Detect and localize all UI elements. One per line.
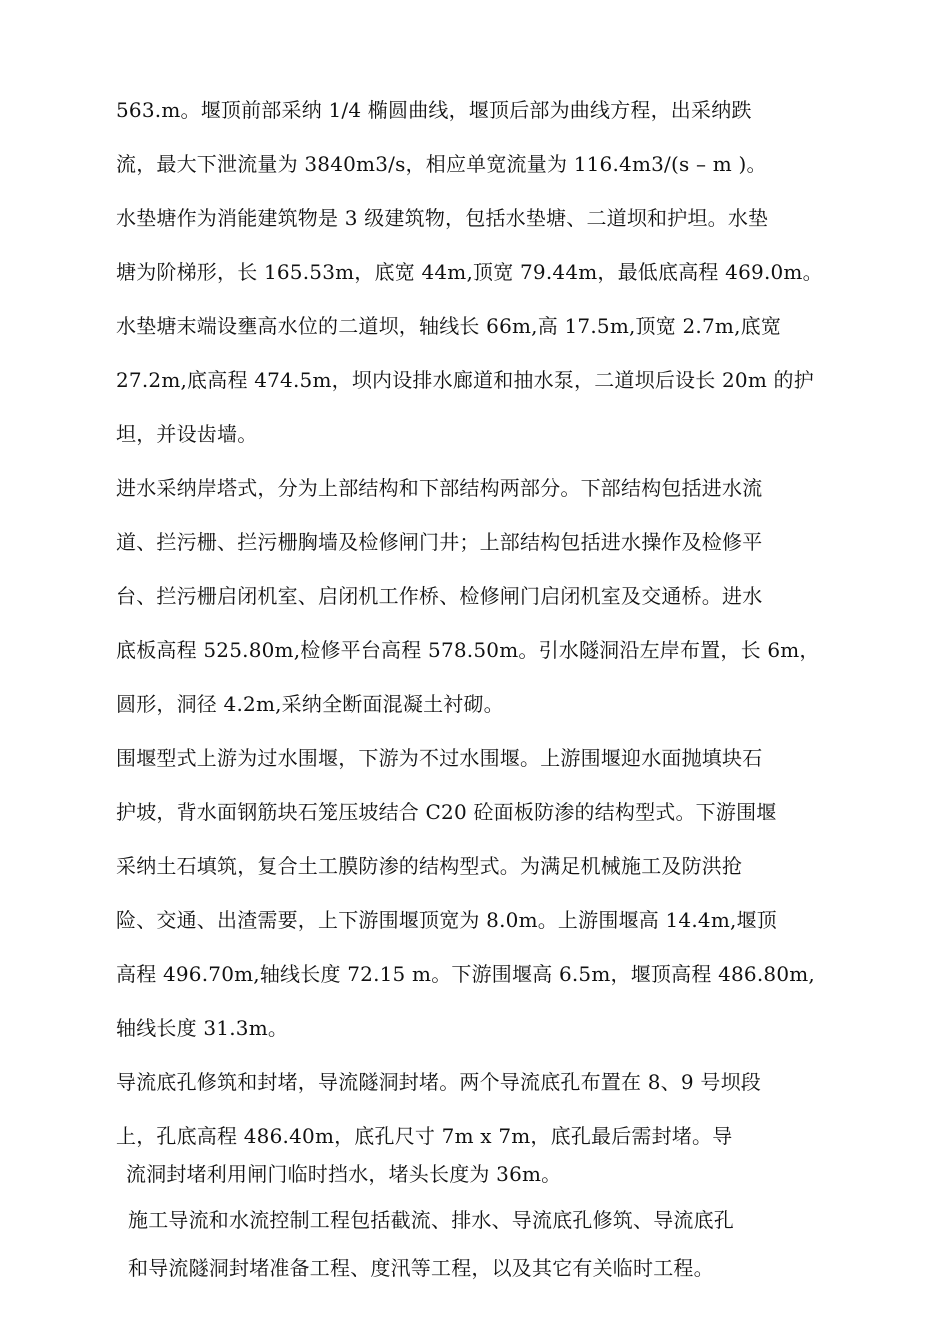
text-line-18: 轴线长度 31.3m。 [116,1016,289,1040]
text-line-15: 采纳土石填筑，复合土工膜防渗的结构型式。为满足机械施工及防洪抢 [116,854,743,878]
text-line-1: 563.m。堰顶前部采纳 1/4 椭圆曲线，堰顶后部为曲线方程，出采纳跌 [116,98,752,122]
text-line-4: 塘为阶梯形，长 165.53m，底宽 44m,顶宽 79.44m，最低底高程 469.0m。 [116,260,823,284]
text-line-12: 圆形，洞径 4.2m,采纳全断面混凝土衬砌。 [116,692,504,716]
text-line-6: 27.2m,底高程 474.5m，坝内设排水廊道和抽水泵，二道坝后设长 20m 的护 [116,368,814,392]
text-line-22: 施工导流和水流控制工程包括截流、排水、导流底孔修筑、导流底孔 [128,1208,734,1232]
text-line-3: 水垫塘作为消能建筑物是 3 级建筑物，包括水垫塘、二道坝和护坦。水垫 [116,206,769,230]
text-line-5: 水垫塘末端设壅高水位的二道坝，轴线长 66m,高 17.5m,顶宽 2.7m,底宽 [116,314,782,338]
text-line-10: 台、拦污栅启闭机室、启闭机工作桥、检修闸门启闭机室及交通桥。进水 [116,584,763,608]
text-line-14: 护坡，背水面钢筋块石笼压坡结合 C20 砼面板防渗的结构型式。下游围堰 [116,800,777,824]
text-line-21: 流洞封堵利用闸门临时挡水，堵头长度为 36m。 [126,1162,562,1186]
text-line-19: 导流底孔修筑和封堵，导流隧洞封堵。两个导流底孔布置在 8、9 号坝段 [116,1070,761,1094]
text-line-20: 上，孔底高程 486.40m，底孔尺寸 7m x 7m，底孔最后需封堵。导 [116,1124,733,1148]
text-line-9: 道、拦污栅、拦污栅胸墙及检修闸门井；上部结构包括进水操作及检修平 [116,530,763,554]
text-line-2: 流，最大下泄流量为 3840m3/s，相应单宽流量为 116.4m3/(s – m )。 [116,152,767,176]
text-line-8: 进水采纳岸塔式，分为上部结构和下部结构两部分。下部结构包括进水流 [116,476,763,500]
text-line-13: 围堰型式上游为过水围堰，下游为不过水围堰。上游围堰迎水面抛填块石 [116,746,763,770]
text-line-11: 底板高程 525.80m,检修平台高程 578.50m。引水隧洞沿左岸布置，长 6m， [116,638,820,662]
text-line-7: 坦，并设齿墙。 [116,422,258,446]
text-line-17: 高程 496.70m,轴线长度 72.15 m。下游围堰高 6.5m，堰顶高程 486.80m, [116,962,815,986]
text-line-23: 和导流隧洞封堵准备工程、度汛等工程，以及其它有关临时工程。 [128,1256,714,1280]
text-line-16: 险、交通、出渣需要，上下游围堰顶宽为 8.0m。上游围堰高 14.4m,堰顶 [116,908,777,932]
